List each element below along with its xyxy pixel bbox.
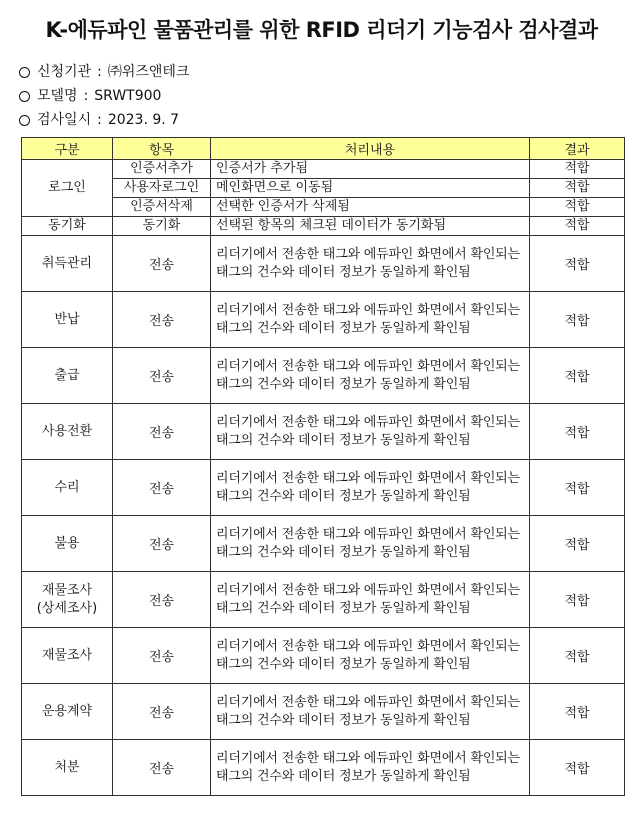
info-label: 모델명	[37, 88, 78, 104]
result-cell: 적합	[530, 292, 625, 348]
result-cell: 적합	[530, 217, 625, 236]
category-cell: 반납	[22, 292, 113, 348]
item-cell: 전송	[113, 236, 211, 292]
content-cell: 리더기에서 전송한 태그와 에듀파인 화면에서 확인되는 태그의 건수와 데이터 정보가 동일하게 확인됨	[211, 292, 530, 348]
category-cell: 동기화	[22, 217, 113, 236]
result-cell: 적합	[530, 348, 625, 404]
table-row	[22, 217, 625, 236]
bullet-circle-icon	[19, 91, 30, 102]
table-row	[22, 198, 625, 217]
info-label: 신청기관	[37, 64, 92, 80]
table-row	[22, 236, 625, 292]
content-cell: 리더기에서 전송한 태그와 에듀파인 화면에서 확인되는 태그의 건수와 데이터 정보가 동일하게 확인됨	[211, 460, 530, 516]
result-cell: 적합	[530, 460, 625, 516]
header-category: 구분	[22, 138, 113, 160]
content-cell: 리더기에서 전송한 태그와 에듀파인 화면에서 확인되는 태그의 건수와 데이터 정보가 동일하게 확인됨	[211, 348, 530, 404]
content-cell: 리더기에서 전송한 태그와 에듀파인 화면에서 확인되는 태그의 건수와 데이터 정보가 동일하게 확인됨	[211, 236, 530, 292]
content-cell: 선택된 항목의 체크된 데이터가 동기화됨	[211, 217, 530, 236]
info-row-date	[19, 108, 189, 132]
info-value: 2023. 9. 7	[107, 112, 180, 128]
table-row	[22, 160, 625, 179]
result-cell: 적합	[530, 236, 625, 292]
content-cell: 메인화면으로 이동됨	[211, 179, 530, 198]
item-cell: 전송	[113, 404, 211, 460]
table-row	[22, 179, 625, 198]
item-cell: 인증서추가	[113, 160, 211, 179]
header-content: 처리내용	[211, 138, 530, 160]
content-cell: 리더기에서 전송한 태그와 에듀파인 화면에서 확인되는 태그의 건수와 데이터 정보가 동일하게 확인됨	[211, 684, 530, 740]
header-item: 항목	[113, 138, 211, 160]
table-row	[22, 404, 625, 460]
item-cell: 전송	[113, 516, 211, 572]
bullet-circle-icon	[19, 115, 30, 126]
category-cell: 운용계약	[22, 684, 113, 740]
table-header-row	[22, 138, 625, 160]
content-cell: 리더기에서 전송한 태그와 에듀파인 화면에서 확인되는 태그의 건수와 데이터 정보가 동일하게 확인됨	[211, 516, 530, 572]
item-cell: 전송	[113, 460, 211, 516]
info-row-applicant	[19, 60, 189, 84]
content-cell: 리더기에서 전송한 태그와 에듀파인 화면에서 확인되는 태그의 건수와 데이터 정보가 동일하게 확인됨	[211, 572, 530, 628]
result-cell: 적합	[530, 160, 625, 179]
table-row	[22, 684, 625, 740]
table-row	[22, 292, 625, 348]
content-cell: 리더기에서 전송한 태그와 에듀파인 화면에서 확인되는 태그의 건수와 데이터 정보가 동일하게 확인됨	[211, 740, 530, 796]
result-cell: 적합	[530, 740, 625, 796]
table-row	[22, 460, 625, 516]
inspection-table	[21, 137, 625, 796]
result-cell: 적합	[530, 684, 625, 740]
content-cell: 리더기에서 전송한 태그와 에듀파인 화면에서 확인되는 태그의 건수와 데이터 정보가 동일하게 확인됨	[211, 404, 530, 460]
info-value: SRWT900	[94, 88, 162, 104]
result-cell: 적합	[530, 516, 625, 572]
result-cell: 적합	[530, 404, 625, 460]
content-cell: 선택한 인증서가 삭제됨	[211, 198, 530, 217]
info-label: 검사일시	[37, 112, 92, 128]
item-cell: 사용자로그인	[113, 179, 211, 198]
category-cell: 재물조사	[22, 628, 113, 684]
category-cell: 불용	[22, 516, 113, 572]
document-title: K-에듀파인 물품관리를 위한 RFID 리더기 기능검사 검사결과	[45, 18, 598, 42]
item-cell: 전송	[113, 740, 211, 796]
result-cell: 적합	[530, 198, 625, 217]
category-cell: 수리	[22, 460, 113, 516]
content-cell: 리더기에서 전송한 태그와 에듀파인 화면에서 확인되는 태그의 건수와 데이터 정보가 동일하게 확인됨	[211, 628, 530, 684]
item-cell: 전송	[113, 684, 211, 740]
result-cell: 적합	[530, 179, 625, 198]
table-row	[22, 740, 625, 796]
info-separator: :	[97, 64, 102, 80]
content-cell: 인증서가 추가됨	[211, 160, 530, 179]
category-cell: 출급	[22, 348, 113, 404]
header-result: 결과	[530, 138, 625, 160]
item-cell: 전송	[113, 628, 211, 684]
table-row	[22, 572, 625, 628]
table-row	[22, 348, 625, 404]
table-row	[22, 628, 625, 684]
category-cell: 취득관리	[22, 236, 113, 292]
item-cell: 전송	[113, 292, 211, 348]
category-cell: 재물조사 (상세조사)	[22, 572, 113, 628]
category-cell: 사용전환	[22, 404, 113, 460]
item-cell: 인증서삭제	[113, 198, 211, 217]
item-cell: 동기화	[113, 217, 211, 236]
result-cell: 적합	[530, 628, 625, 684]
info-list	[19, 60, 189, 132]
table-row	[22, 516, 625, 572]
info-separator: :	[83, 88, 89, 104]
bullet-circle-icon	[19, 67, 30, 78]
category-cell: 로그인	[22, 160, 113, 217]
category-cell: 처분	[22, 740, 113, 796]
result-cell: 적합	[530, 572, 625, 628]
info-value: ㈜위즈앤테크	[107, 64, 190, 80]
item-cell: 전송	[113, 348, 211, 404]
item-cell: 전송	[113, 572, 211, 628]
info-row-model	[19, 84, 189, 108]
info-separator: :	[97, 112, 102, 128]
